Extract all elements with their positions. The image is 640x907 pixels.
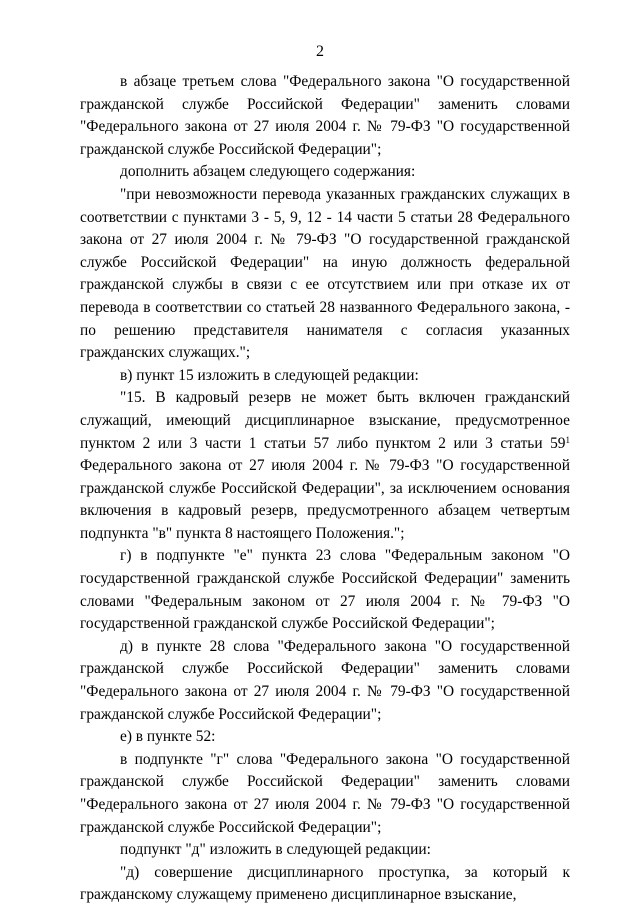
paragraph-5-text-before: "15. В кадровый резерв не может быть включен гражданский служащий, имеющий дисциплинарное взыскание, предусмотренное пунктом 2 или 3 части 1 статьи 57 либо пунктом 2 или 3 статьи 59 xyxy=(80,389,570,452)
paragraph-7: д) в пункте 28 слова "Федерального закона "О государственной гражданской службе Российской Федерации" заменить словами "Федерального закона от 27 июля 2004 г. № 79-ФЗ "О государственной гражданской службе Российской Федерации"; xyxy=(80,637,570,723)
paragraph-5 xyxy=(80,387,570,545)
page-number: 2 xyxy=(316,43,324,60)
footnote-superscript: 1 xyxy=(565,434,570,445)
paragraph-5-text-after: Федерального закона от 27 июля 2004 г. № 79-ФЗ "О государственной гражданской службе Российской Федерации", за исключением основания включения в кадровый резерв, предусмотренного абзацем четвертым подпункта "в" пункта 8 настоящего Положения."; xyxy=(80,457,570,542)
paragraph-1: в абзаце третьем слова "Федерального закона "О государственной гражданской службе Российской Федерации" заменить словами "Федерального закона от 27 июля 2004 г. № 79-ФЗ "О государственной гражданской службе Российской Федерации"; xyxy=(80,73,570,158)
document-body xyxy=(80,71,570,907)
paragraph-10: подпункт "д" изложить в следующей редакции: xyxy=(120,841,431,859)
paragraph-2: дополнить абзацем следующего содержания: xyxy=(120,163,416,181)
paragraph-9: в подпункте "г" слова "Федерального закона "О государственной гражданской службе Российской Федерации" заменить словами "Федерального закона от 27 июля 2004 г. № 79-ФЗ "О государственной гражданской службе Российской Федерации"; xyxy=(80,750,570,836)
paragraph-4: в) пункт 15 изложить в следующей редакции: xyxy=(120,366,419,384)
paragraph-3: "при невозможности перевода указанных гражданских служащих в соответствии с пунктами 3 - 5, 9, 12 - 14 части 5 статьи 28 Федерального закона от 27 июля 2004 г. № 79-ФЗ "О государственной гражданской службе Российской Федерации" на иную должность федеральной гражданской службы в связи с ее отсутствием или при отказе их от перевода в соответствии со статьей 28 названного Федерального закона, - по решению представителя нанимателя с согласия указанных гражданских служащих."; xyxy=(80,185,570,362)
paragraph-8: е) в пункте 52: xyxy=(120,728,216,746)
paragraph-11: "д) совершение дисциплинарного проступка, за который к гражданскому служащему применено дисциплинарное взыскание, xyxy=(80,863,570,904)
paragraph-6: г) в подпункте "е" пункта 23 слова "Федеральным законом "О государственной гражданской службе Российской Федерации" заменить словами "Федеральным законом от 27 июля 2004 г. № 79-ФЗ "О государственной гражданской службе Российской Федерации"; xyxy=(80,547,570,633)
